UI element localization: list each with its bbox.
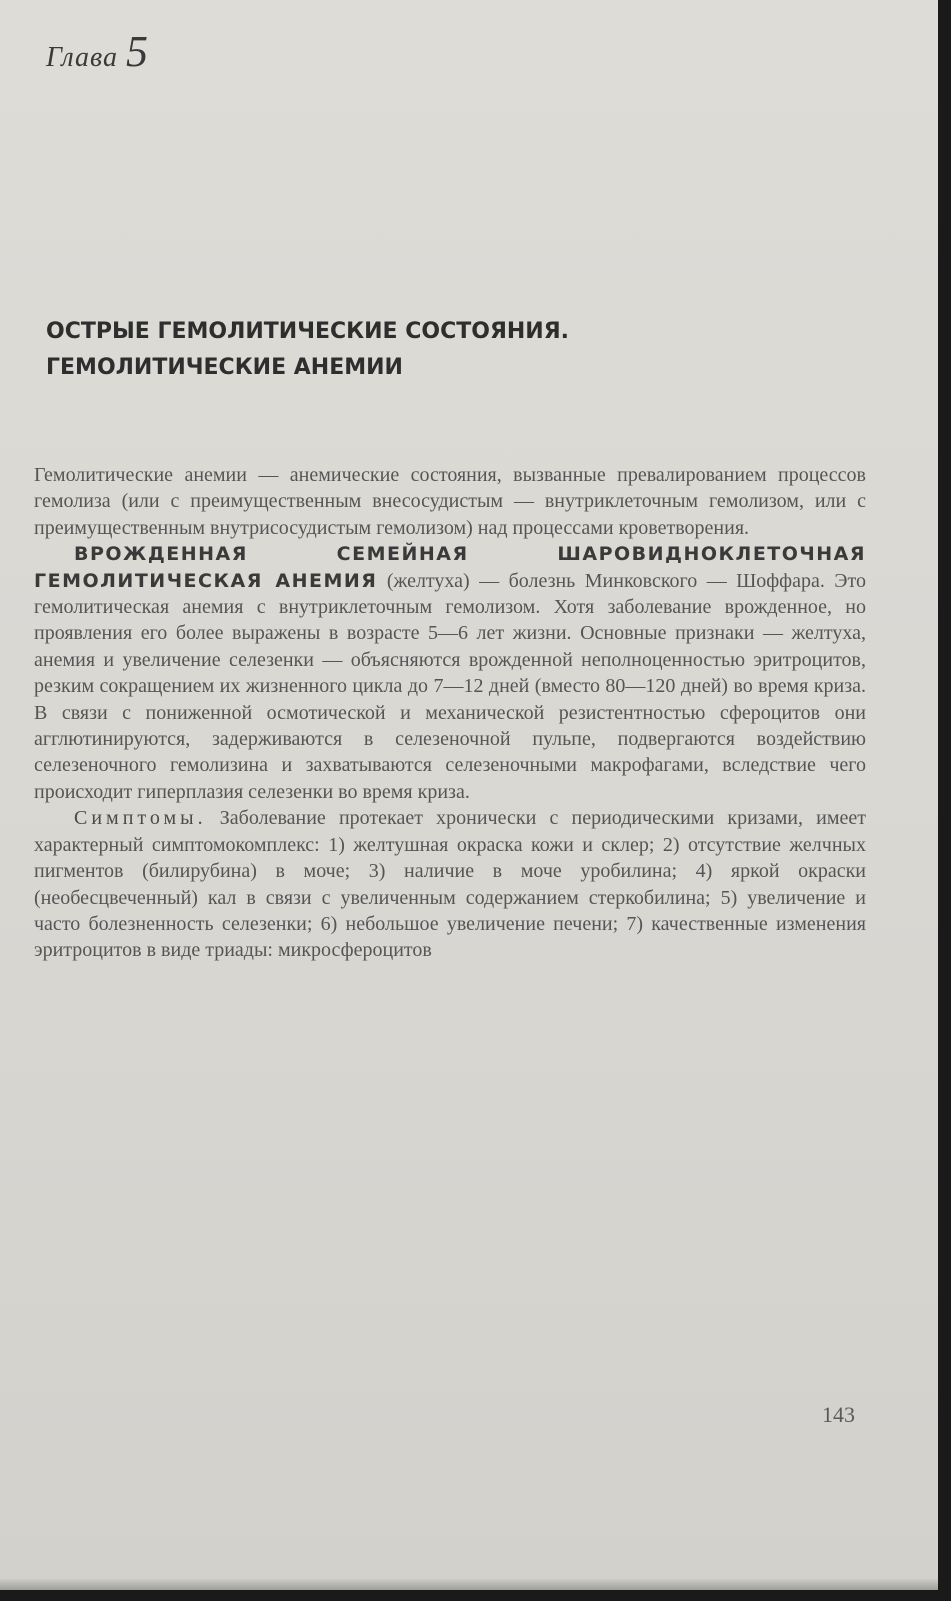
symptoms-description: Заболевание протекает хронически с периодическими кризами, имеет характерный симптомокомплекс: 1) желтушная окраска кожи и склер; 2) отсутствие желчных пигментов (билирубина) в моче; 3) наличие в моче уробилина; 4) яркой окраски (необесцвеченный) кал в связи с увеличенным содержанием стеркобилина; 5) увеличение и часто болезненность селезенки; 6) небольшое увеличение печени; 7) качественные изменения эритроцитов в виде триады: микросфероцитов [34, 807, 866, 962]
symptoms-paragraph [34, 805, 866, 963]
page-bottom-edge [0, 1578, 938, 1590]
intro-paragraph: Гемолитические анемии — анемические состояния, вызванные превалированием процессов гемолиза (или с преимущественным внесосудистым — внутриклеточным гемолизом, или с преимущественным внутрисосудистым гемолизом) над процессами кроветворения. [34, 464, 866, 539]
chapter-label: Глава [46, 42, 118, 73]
chapter-number: 5 [125, 27, 148, 76]
page-number: 143 [822, 1402, 855, 1427]
chapter-heading [46, 26, 148, 77]
disease-heading: ВРОЖДЕННАЯ СЕМЕЙНАЯ ШАРОВИДНОКЛЕТОЧНАЯ ГЕМОЛИТИЧЕСКАЯ АНЕМИЯ [34, 543, 866, 592]
disease-paragraph [34, 541, 866, 805]
symptoms-heading: Симптомы. [74, 807, 207, 830]
chapter-title [46, 314, 866, 386]
body-text [34, 462, 866, 964]
disease-description: (желтуха) — болезнь Минковского — Шоффара. Это гемолитическая анемия с внутриклеточным гемолизом. Хотя заболевание врожденное, но проявления его более выражены в возрасте 5—6 лет жизни. Основные признаки — желтуха, анемия и увеличение селезенки — объясняются врожденной неполноценностью эритроцитов, резким сокращением их жизненного цикла до 7—12 дней (вместо 80—120 дней) во время криза. В связи с пониженной осмотической и механической резистентностью сфероцитов они агглютинируются, задерживаются в селезеночной пульпе, подвергаются воздействию селезеночного гемолизина и захватываются селезеночными макрофагами, вследствие чего происходит гиперплазия селезенки во время криза. [34, 569, 866, 803]
chapter-title-line-1: ОСТРЫЕ ГЕМОЛИТИЧЕСКИЕ СОСТОЯНИЯ. [46, 319, 570, 344]
chapter-title-line-2: ГЕМОЛИТИЧЕСКИЕ АНЕМИИ [46, 355, 403, 380]
